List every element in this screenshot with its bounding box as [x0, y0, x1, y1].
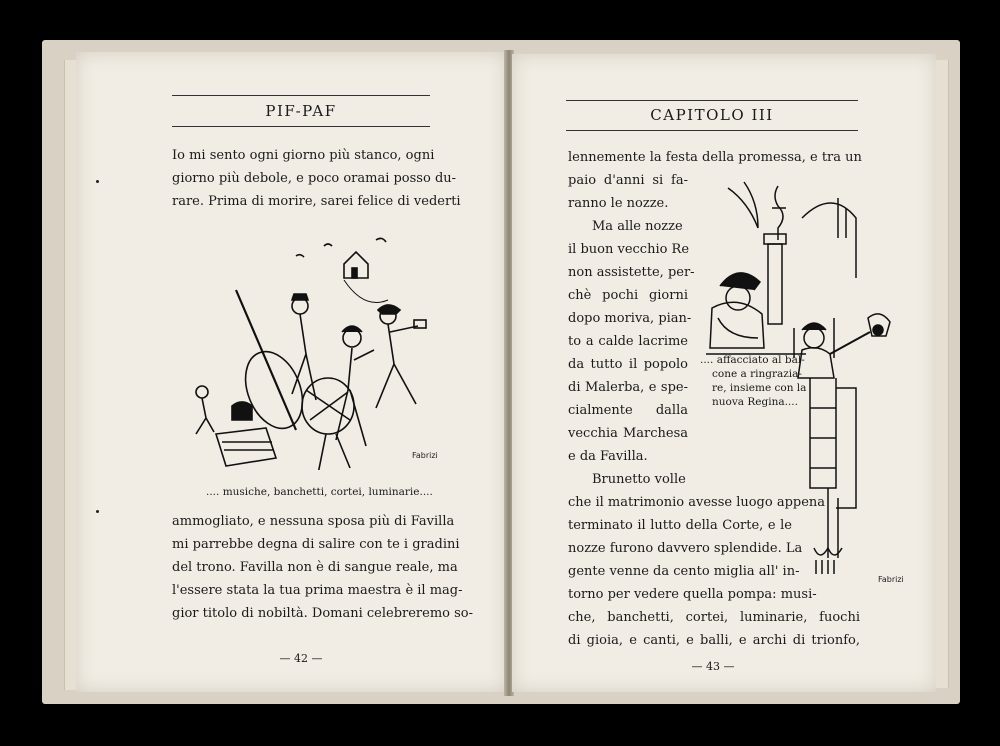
text-line: cialmente dalla: [568, 403, 688, 418]
head-rule-bottom: [566, 130, 858, 131]
text-line: che, banchetti, cortei, luminarie, fuochi: [568, 610, 860, 625]
text-line: ranno le nozze.: [568, 196, 669, 211]
illustration-caption-line: cone a ringrazia-: [712, 368, 802, 380]
text-line: del trono. Favilla non è di sangue reale, ma: [172, 560, 458, 575]
left-page: [76, 52, 506, 692]
head-rule-top: [566, 100, 858, 101]
text-line: l'essere stata la tua prima maestra è il mag-: [172, 583, 463, 598]
musicians-illustration-icon: [176, 220, 446, 470]
illustration-caption-line: .... affacciato al bal-: [700, 354, 805, 366]
text-line: Brunetto volle: [592, 472, 686, 487]
text-line: dopo moriva, pian-: [568, 311, 692, 326]
illustration-caption-line: re, insieme con la: [712, 382, 807, 394]
open-book: [42, 40, 960, 704]
text-line: gior titolo di nobiltà. Domani celebreremo so-: [172, 606, 474, 621]
right-page-edges: [936, 60, 949, 688]
head-rule-top: [172, 95, 430, 96]
text-line: e da Favilla.: [568, 449, 648, 464]
page-mark: [96, 180, 99, 183]
text-line: chè pochi giorni: [568, 288, 688, 303]
text-line: Ma alle nozze: [592, 219, 683, 234]
text-line: il buon vecchio Re: [568, 242, 690, 257]
text-line: rare. Prima di morire, sarei felice di vederti: [172, 194, 461, 209]
illustration-caption-line: nuova Regina....: [712, 396, 798, 408]
text-line: vecchia Marchesa: [568, 426, 688, 441]
page-number-right: — 43 —: [691, 660, 735, 673]
text-line: di Malerba, e spe-: [568, 380, 688, 395]
text-line: lennemente la festa della promessa, e tra un: [568, 150, 862, 165]
text-line: to a calde lacrime: [568, 334, 688, 349]
text-line: giorno più debole, e poco oramai posso du-: [172, 171, 457, 186]
head-rule-bottom: [172, 126, 430, 127]
text-line: mi parrebbe degna di salire con te i gradini: [172, 537, 460, 552]
text-line: nozze furono davvero splendide. La: [568, 541, 803, 556]
text-line: da tutto il popolo: [568, 357, 688, 372]
text-line: paio d'anni si fa-: [568, 173, 688, 188]
page-number-left: — 42 —: [279, 652, 323, 665]
svg-text:Fabrizi: Fabrizi: [412, 451, 438, 460]
text-line: torno per vedere quella pompa: musi-: [568, 587, 817, 602]
text-line: gente venne da cento miglia all' in-: [568, 564, 800, 579]
text-line: ammogliato, e nessuna sposa più di Favilla: [172, 514, 455, 529]
svg-text:Fabrizi: Fabrizi: [878, 575, 904, 584]
text-line: non assistette, per-: [568, 265, 695, 280]
page-mark: [96, 510, 99, 513]
text-line: di gioia, e canti, e balli, e archi di trionfo,: [568, 633, 860, 648]
text-line: Io mi sento ogni giorno più stanco, ogni: [172, 148, 435, 163]
running-head-left: PIF-PAF: [265, 102, 337, 120]
right-page: [512, 54, 936, 692]
illustration-caption: .... musiche, banchetti, cortei, luminarie....: [206, 486, 433, 498]
running-head-right: CAPITOLO III: [650, 106, 774, 124]
text-line: terminato il lutto della Corte, e le: [568, 518, 792, 533]
text-line: che il matrimonio avesse luogo appena: [568, 495, 826, 510]
